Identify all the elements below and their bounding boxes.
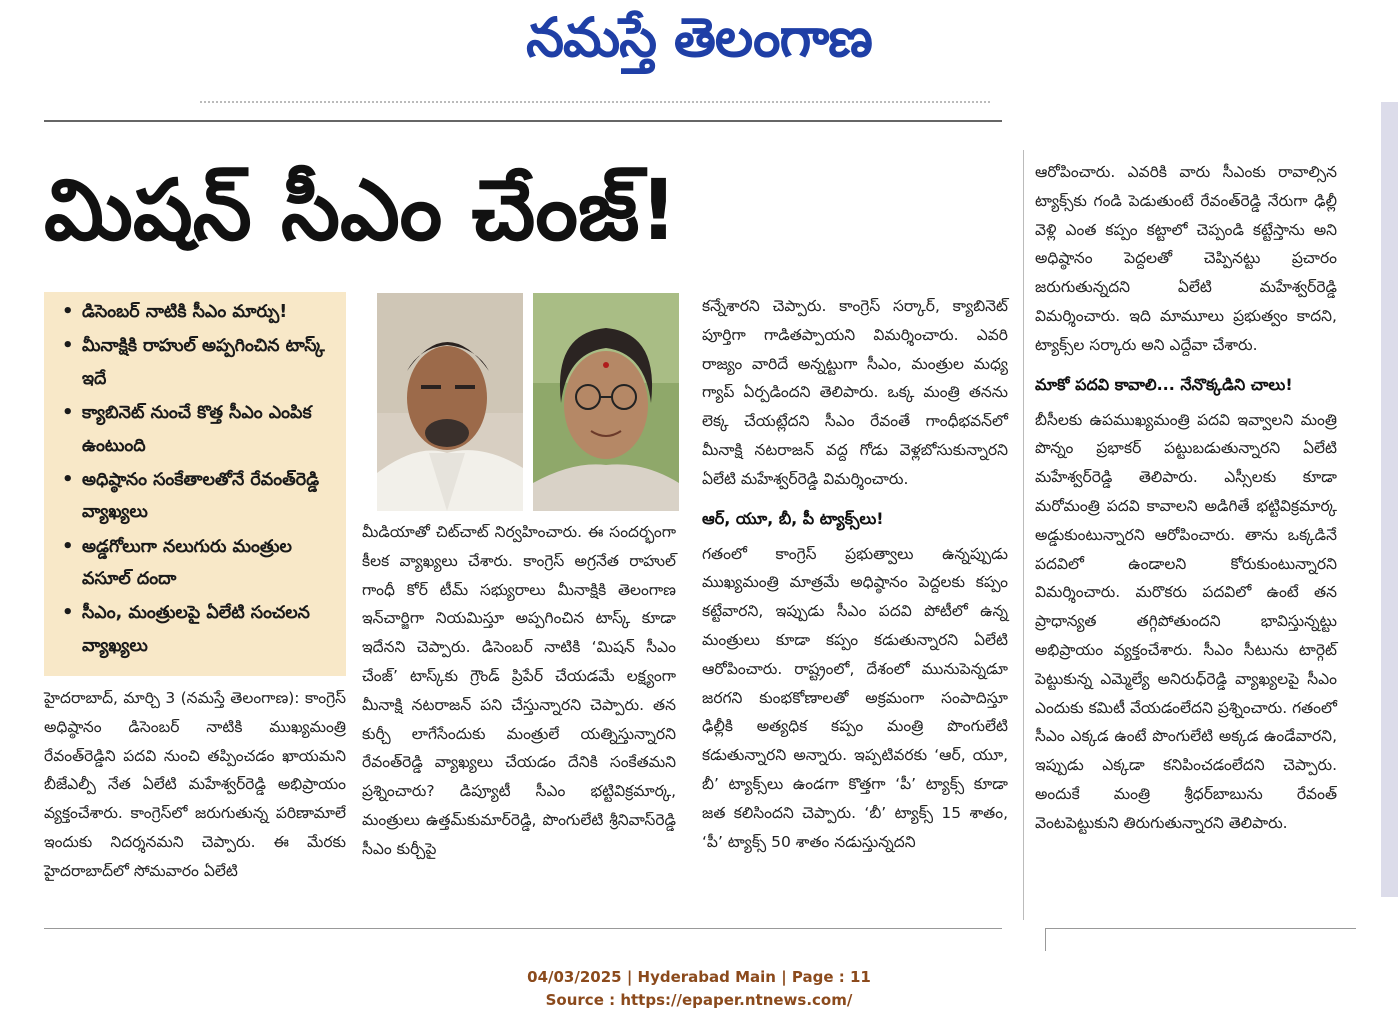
subheading: ఆర్, యూ, బీ, పీ ట్యాక్స్‌లు! bbox=[702, 508, 884, 528]
footer-date-edition: 04/03/2025 | Hyderabad Main | Page : 11 bbox=[527, 968, 871, 986]
masthead-logo: నమస్తే తెలంగాణ bbox=[526, 6, 872, 69]
masthead-dotted-rule bbox=[200, 101, 990, 103]
article-column-1 bbox=[44, 684, 346, 886]
highlight-item: • సీఎం, మంత్రులపై ఏలేటి సంచలన వ్యాఖ్యలు bbox=[62, 602, 310, 656]
highlight-item: • అధిష్ఠానం సంకేతాలతోనే రేవంత్‌రెడ్డి వ్యాఖ్యలు bbox=[62, 468, 320, 523]
bottom-rule bbox=[44, 928, 1002, 929]
highlight-item: • డిసెంబర్ నాటికి సీఎం మార్పు! bbox=[62, 301, 288, 322]
column-rule bbox=[1023, 150, 1024, 920]
article-column-4 bbox=[1035, 158, 1337, 838]
adjacent-article-strip bbox=[1381, 102, 1398, 897]
article-paragraph: బీసీలకు ఉపముఖ్యమంత్రి పదవి ఇవ్వాలని మంత్రి పొన్నం ప్రభాకర్ పట్టుబడుతున్నారని ఏలేటి మహేశ్వర్‌రెడ్డి తెలిపారు. ఎస్సీలకు కూడా మరోమంత్రి పదవి కావాలని అడిగితే భట్టివిక్రమార్క అడ్డుకుంటున్నారని ఆరోపించారు. తాను ఒక్కడినే పదవిలో ఉండాలని కోరుకుంటున్నారని విమర్శించారు. మరొకరు పదవిలో ఉంటే తన ప్రాధాన్యత తగ్గిపోతుందని భావిస్తున్నట్టు అభిప్రాయం వ్యక్తంచేశారు. సీఎం సీటును టార్గెట్ పెట్టుకున్న ఎమ్మెల్యే అనిరుధ్‌రెడ్డి వ్యాఖ్యలపై సీఎం ఎందుకు కమిటీ వేయడంలేదని ప్రశ్నించారు. గతంలో సీఎం ఎక్కడ ఉంటే పొంగులేటి అక్కడ ఉండేవారని, ఇప్పుడు ఎక్కడా కనిపించడంలేదని చెప్పారు. అందుకే మంత్రి శ్రీధర్‌బాబును రేవంత్ వెంటపెట్టుకుని తిరుగుతున్నారని తెలిపారు. bbox=[1035, 410, 1337, 832]
subheading: మాకో పదవి కావాలి... నేనొక్కడిని చాలు! bbox=[1035, 374, 1293, 394]
article-paragraph: కన్నేశారని చెప్పారు. కాంగ్రెస్ సర్కార్, క్యాబినెట్ పూర్తిగా గాడితప్పాయని విమర్శించారు. ఎవరి రాజ్యం వారిదే అన్నట్టుగా సీఎం, మంత్రుల మధ్య గ్యాప్ ఏర్పడిందని తెలిపారు. ఒక్క మంత్రి తనను లెక్క చేయట్లేదని సీఎం రేవంతే గాంధీభవన్‌లో మీనాక్షి నటరాజన్ వద్ద గోడు వెళ్లబోసుకున్నారని ఏలేటి మహేశ్వర్‌రెడ్డి విమర్శించారు. bbox=[702, 297, 1008, 488]
article-paragraph: హైదరాబాద్, మార్చి 3 (నమస్తే తెలంగాణ): కాంగ్రెస్ అధిష్ఠానం డిసెంబర్ నాటికి ముఖ్యమంత్రి రేవంత్‌రెడ్డిని పదవి నుంచి తప్పించడం ఖాయమని బీజేఎల్పీ నేత ఏలేటి మహేశ్వర్‌రెడ్డి అభిప్రాయం వ్యక్తంచేశారు. కాంగ్రెస్‌లో జరుగుతున్న పరిణామాలే ఇందుకు నిదర్శనమని చెప్పారు. ఈ మేరకు హైదరాబాద్‌లో సోమవారం ఏలేటి bbox=[44, 689, 346, 880]
top-rule bbox=[44, 120, 1002, 122]
next-article-bracket bbox=[1045, 928, 1356, 951]
highlight-item: • క్యాబినెట్ నుంచే కొత్త సీఎం ఎంపిక ఉంటుంది bbox=[62, 402, 312, 456]
highlight-item: • మీనాక్షికి రాహుల్ అప్పగించిన టాస్క్ ఇదే bbox=[62, 335, 325, 389]
footer-source: Source : https://epaper.ntnews.com/ bbox=[545, 991, 853, 1009]
article-column-3 bbox=[702, 292, 1008, 856]
photo-revanth-reddy bbox=[377, 293, 523, 511]
article-paragraph: ఆరోపించారు. ఎవరికి వారు సీఎంకు రావాల్సిన ట్యాక్స్‌కు గండి పెడుతుంటే రేవంత్‌రెడ్డి నేరుగా ఢిల్లీ వెళ్లి ఎంత కప్పం కట్టాలో చెప్పండి కట్టేస్తాను అని అధిష్ఠానం పెద్దలతో చెప్పినట్టు ప్రచారం జరుగుతున్నదని ఏలేటి మహేశ్వర్‌రెడ్డి విమర్శించారు. ఇది మామూలు ప్రభుత్వం కాదని, ట్యాక్స్‌ల సర్కారు అని ఎద్దేవా చేశారు. bbox=[1035, 163, 1337, 354]
headline: మిషన్ సీఎం చేంజ్! bbox=[44, 161, 678, 259]
article-paragraph: గతంలో కాంగ్రెస్ ప్రభుత్వాలు ఉన్నప్పుడు ముఖ్యమంత్రి మాత్రమే అధిష్ఠానం పెద్దలకు కప్పం కట్టేవారని, ఇప్పుడు సీఎం పదవి పోటీలో ఉన్న మంత్రులు కూడా కప్పం కడుతున్నారని ఏలేటి ఆరోపించారు. రాష్ట్రంలో, దేశంలో మునుపెన్నడూ జరగని కుంభకోణాలతో అక్రమంగా సంపాదిస్తూ ఢిల్లీకి అత్యధిక కప్పం మంత్రి పొంగులేటి కడుతున్నారని అన్నారు. ఇప్పటివరకు ‘ఆర్, యూ, బీ’ ట్యాక్స్‌లు ఉండగా కొత్తగా ‘పీ’ ట్యాక్స్ కూడా జత కలిసిందని చెప్పారు. ‘బీ’ ట్యాక్స్ 15 శాతం, ‘పీ’ ట్యాక్స్ 50 శాతం నడుస్తున్నదని bbox=[702, 544, 1008, 851]
highlights-box bbox=[44, 292, 346, 676]
article-paragraph: మీడియాతో చిట్‌చాట్ నిర్వహించారు. ఈ సందర్భంగా కీలక వ్యాఖ్యలు చేశారు. కాంగ్రెస్ అగ్రనేత రాహుల్ గాంధీ కోర్ టీమ్ సభ్యురాలు మీనాక్షికి తెలంగాణ ఇన్‌చార్జిగా నియమిస్తూ అప్పగించిన టాస్క్ కూడా ఇదేనని చెప్పారు. డిసెంబర్ నాటికి ‘మిషన్ సీఎం చేంజ్’ టాస్క్‌కు గ్రౌండ్ ప్రిపేర్ చేయడమే లక్ష్యంగా మీనాక్షి నటరాజన్ పని చేస్తున్నారని చెప్పారు. తన కుర్చీ లాగేసేందుకు మంత్రులే యత్నిస్తున్నారని రేవంత్‌రెడ్డి వ్యాఖ్యలు చేయడం దేనికి సంకేతమని ప్రశ్నించారు? డిప్యూటీ సీఎం భట్టివిక్రమార్క, మంత్రులు ఉత్తమ్‌కుమార్‌రెడ్డి, పొంగులేటి శ్రీనివాస్‌రెడ్డి సీఎం కుర్చీపై bbox=[362, 523, 676, 858]
highlight-item: • అడ్డగోలుగా నలుగురు మంత్రుల వసూల్ దందా bbox=[62, 535, 292, 589]
article-column-2 bbox=[362, 518, 676, 864]
photo-meenakshi-natarajan bbox=[533, 293, 679, 511]
